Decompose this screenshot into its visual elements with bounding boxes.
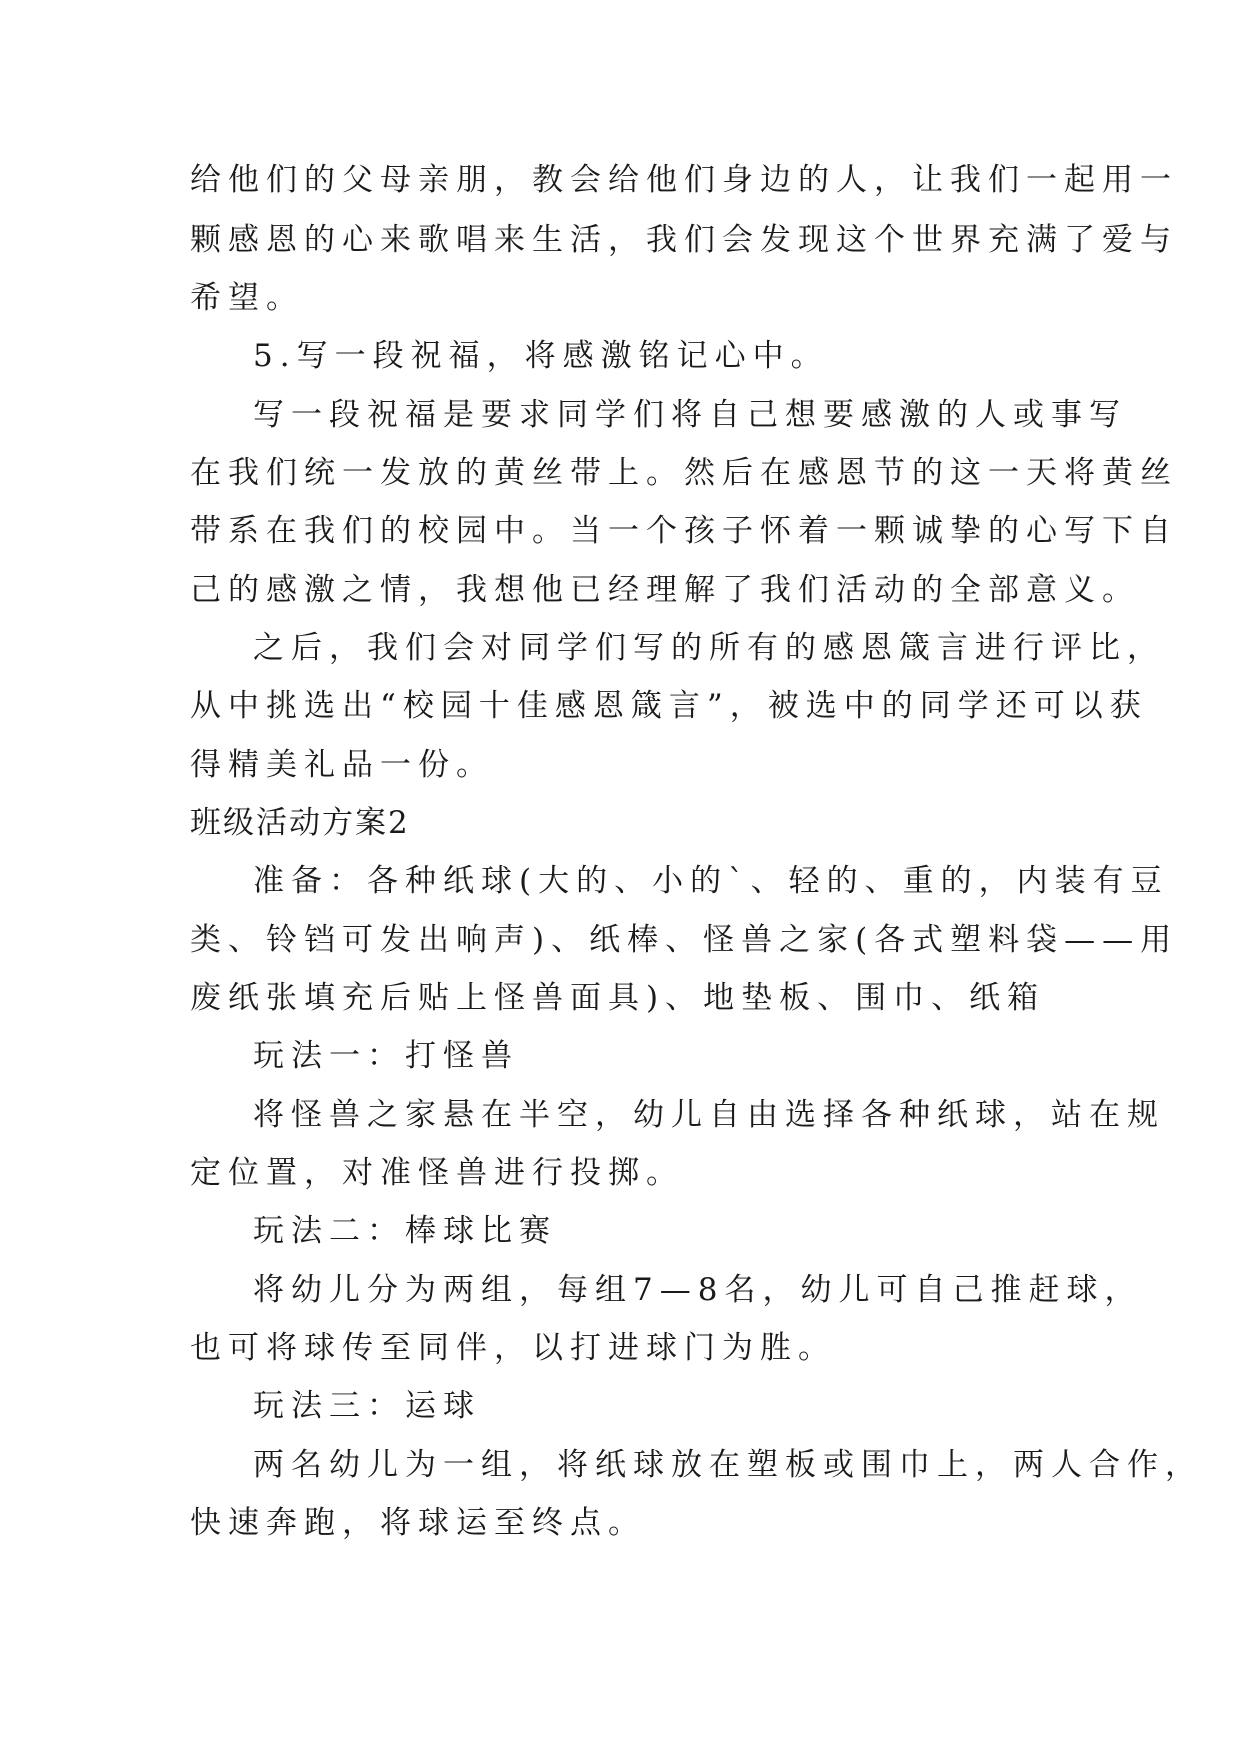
text-line: 得精美礼品一份。 — [190, 747, 494, 783]
text-line: 类、铃铛可发出响声)、纸棒、怪兽之家(各式塑料袋——用 — [190, 922, 1179, 958]
text-line: 玩法二：棒球比赛 — [253, 1213, 557, 1249]
text-line: 快速奔跑，将球运至终点。 — [190, 1505, 646, 1541]
text-line: 希望。 — [190, 280, 304, 316]
text-line: 5.写一段祝福，将感激铭记心中。 — [253, 338, 829, 374]
text-line: 在我们统一发放的黄丝带上。然后在感恩节的这一天将黄丝 — [190, 455, 1178, 491]
text-line: 废纸张填充后贴上怪兽面具)、地垫板、围巾、纸箱 — [190, 980, 1046, 1016]
text-line: 两名幼儿为一组，将纸球放在塑板或围巾上，两人合作， — [253, 1447, 1203, 1483]
text-line: 将幼儿分为两组，每组7—8名，幼儿可自己推赶球， — [253, 1272, 1143, 1308]
text-line: 颗感恩的心来歌唱来生活，我们会发现这个世界充满了爱与 — [190, 222, 1178, 258]
text-line: 从中挑选出“校园十佳感恩箴言”，被选中的同学还可以获 — [190, 688, 1148, 724]
text-line: 也可将球传至同伴，以打进球门为胜。 — [190, 1330, 836, 1366]
section-heading: 班级活动方案2 — [190, 805, 410, 841]
text-line: 玩法一：打怪兽 — [253, 1038, 519, 1074]
text-line: 之后，我们会对同学们写的所有的感恩箴言进行评比， — [253, 630, 1165, 666]
text-line: 给他们的父母亲朋，教会给他们身边的人，让我们一起用一 — [190, 162, 1178, 198]
text-line: 写一段祝福是要求同学们将自己想要感激的人或事写 — [253, 397, 1127, 433]
text-line: 玩法三：运球 — [253, 1388, 481, 1424]
text-line: 准备：各种纸球(大的、小的`、轻的、重的，内装有豆 — [253, 863, 1169, 899]
text-line: 带系在我们的校园中。当一个孩子怀着一颗诚挚的心写下自 — [190, 513, 1178, 549]
text-line: 己的感激之情，我想他已经理解了我们活动的全部意义。 — [190, 572, 1140, 608]
text-line: 将怪兽之家悬在半空，幼儿自由选择各种纸球，站在规 — [253, 1097, 1165, 1133]
text-line: 定位置，对准怪兽进行投掷。 — [190, 1155, 684, 1191]
